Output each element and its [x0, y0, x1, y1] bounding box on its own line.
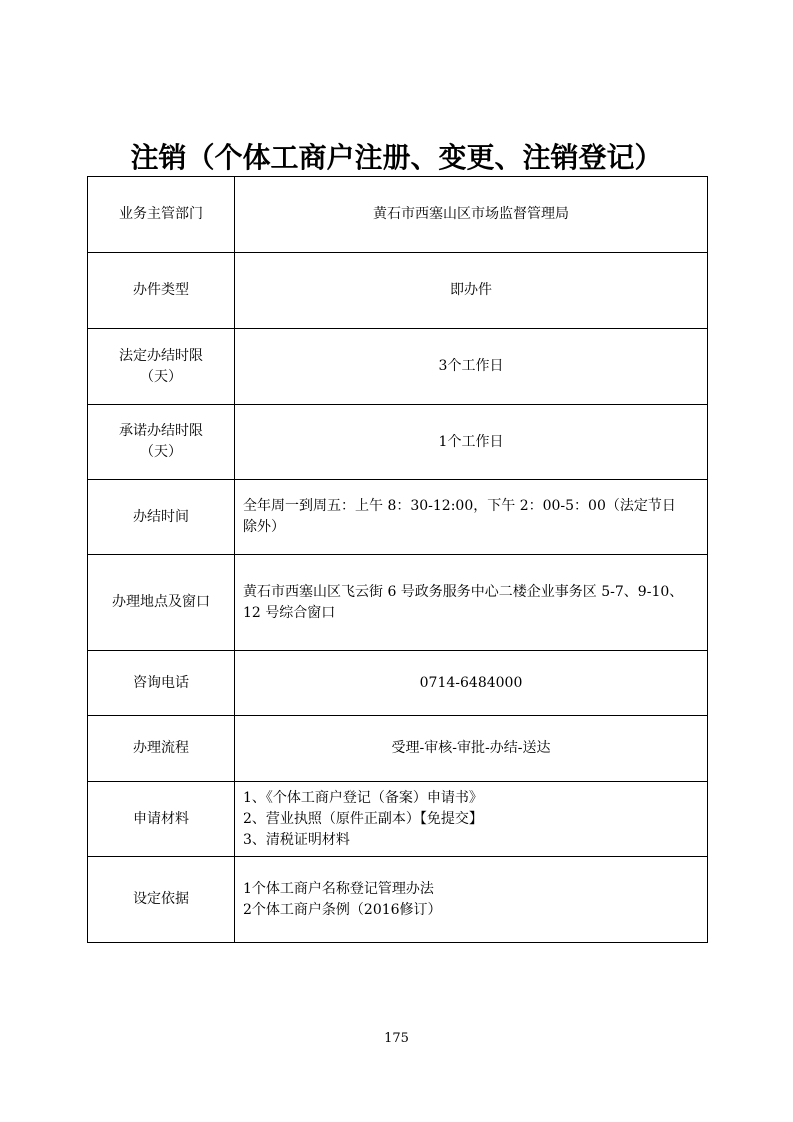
value-line: 除外） — [243, 519, 285, 535]
row-label-materials: 申请材料 — [88, 782, 235, 857]
row-label-basis: 设定依据 — [88, 857, 235, 943]
row-value-department: 黄石市西塞山区市场监督管理局 — [235, 177, 708, 253]
row-label-legal-limit — [88, 329, 235, 405]
table-row — [88, 329, 708, 405]
page-title: 注销（个体工商户注册、变更、注销登记） — [130, 141, 663, 174]
list-item: 1个体工商户名称登记管理办法 — [243, 880, 434, 897]
row-label-promised-limit — [88, 405, 235, 480]
value-line: 全年周一到周五：上午 8：30-12:00，下午 2：00-5：00（法定节日 — [243, 498, 676, 514]
table-row — [88, 555, 708, 651]
value-line: 黄石市西塞山区飞云街 6 号政务服务中心二楼企业事务区 5-7、9-10、 — [243, 583, 684, 600]
label-line: （天） — [140, 444, 182, 460]
table-row — [88, 651, 708, 716]
page-number: 175 — [384, 1031, 409, 1046]
row-value-legal-limit: 3个工作日 — [235, 329, 708, 405]
table-row — [88, 177, 708, 253]
table-row — [88, 857, 708, 943]
row-label-type: 办件类型 — [88, 253, 235, 329]
row-label-process: 办理流程 — [88, 716, 235, 782]
table-row — [88, 782, 708, 857]
row-value-process: 受理-审核-审批-办结-送达 — [235, 716, 708, 782]
row-value-materials — [235, 782, 708, 857]
table-row — [88, 716, 708, 782]
list-item: 1、《个体工商户登记（备案）申请书》 — [243, 789, 483, 806]
table-row — [88, 480, 708, 555]
list-item: 2个体工商户条例（2016修订） — [243, 901, 442, 918]
row-label-location: 办理地点及窗口 — [88, 555, 235, 651]
row-value-type: 即办件 — [235, 253, 708, 329]
label-line: （天） — [140, 368, 182, 385]
row-label-department: 业务主管部门 — [88, 177, 235, 253]
row-value-phone: 0714-6484000 — [235, 651, 708, 716]
row-value-location — [235, 555, 708, 651]
label-line: 承诺办结时限 — [119, 423, 203, 439]
service-info-table — [87, 176, 708, 943]
row-value-promised-limit: 1个工作日 — [235, 405, 708, 480]
list-item: 3、清税证明材料 — [243, 831, 350, 848]
row-value-basis — [235, 857, 708, 943]
row-label-phone: 咨询电话 — [88, 651, 235, 716]
table-row — [88, 405, 708, 480]
row-value-office-hours — [235, 480, 708, 555]
value-line: 12 号综合窗口 — [243, 604, 336, 621]
table-row — [88, 253, 708, 329]
label-line: 法定办结时限 — [119, 347, 203, 364]
row-label-office-hours: 办结时间 — [88, 480, 235, 555]
list-item: 2、营业执照（原件正副本）【免提交】 — [243, 810, 483, 827]
